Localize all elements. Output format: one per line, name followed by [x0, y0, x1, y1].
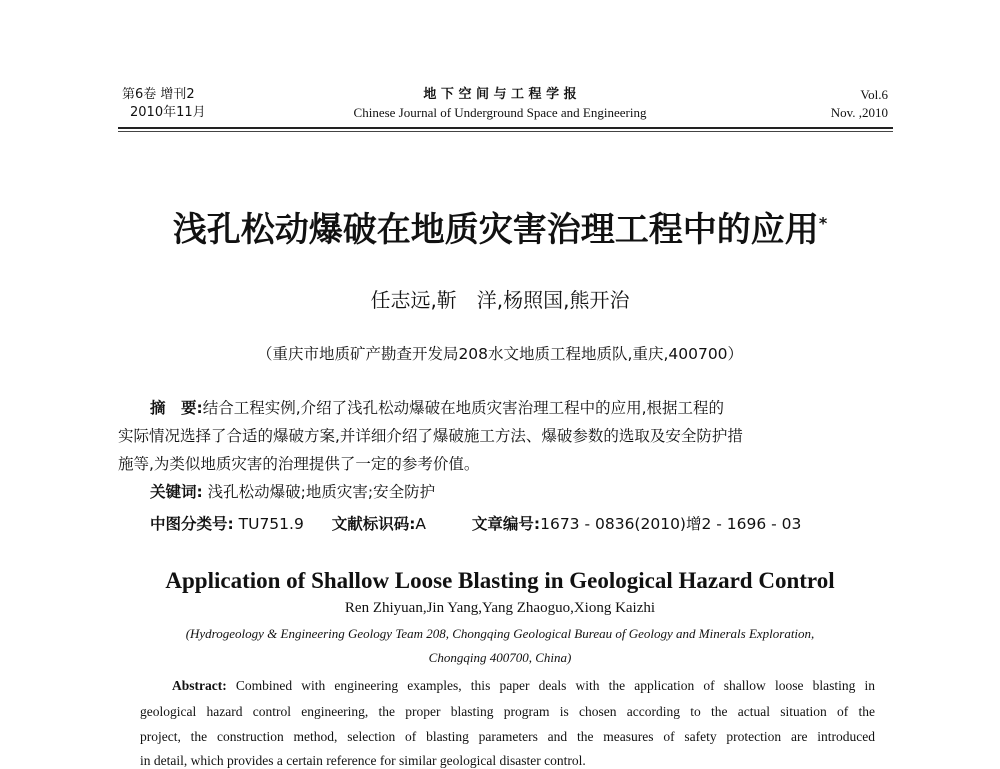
affiliation-cn: （重庆市地质矿产勘查开发局208水文地质工程地质队,重庆,400700） [256, 345, 744, 363]
journal-name-cn: 地 下 空 间 与 工 程 学 报 [423, 87, 577, 102]
abstract-en-text: Combined with engineering examples, this paper deals with the application of shallow loose blasting in [226, 678, 875, 693]
header-right [831, 86, 888, 122]
authors-en: Ren Zhiyuan,Jin Yang,Yang Zhaoguo,Xiong Kaizhi [344, 600, 656, 616]
affiliation-en-line-1: (Hydrogeology & Engineering Geology Team 208, Chongqing Geological Bureau of Geology and Minerals Exploration, [185, 626, 815, 641]
clc-value: TU751.9 [233, 515, 304, 533]
abstract-cn-line-3: 施等,为类似地质灾害的治理提供了一定的参考价值。 [118, 455, 480, 473]
abstract-cn-line-1 [150, 396, 910, 418]
keywords-text: 浅孔松动爆破;地质灾害;安全防护 [202, 483, 436, 501]
paper-title-en: Application of Shallow Loose Blasting in Geological Hazard Control [165, 568, 835, 593]
abstract-en-line-1 [172, 678, 875, 694]
abstract-cn-label: 摘 要: [150, 399, 203, 417]
article-id-value: 1673 - 0836(2010)增2 - 1696 - 03 [540, 515, 802, 533]
clc-label: 中图分类号: [150, 515, 234, 533]
journal-name-en: Chinese Journal of Underground Space and Engineering [353, 105, 647, 120]
date-cn: 2010年11月 [130, 105, 206, 120]
authors-cn: 任志远,靳 洋,杨照国,熊开治 [370, 288, 630, 312]
affiliation-en-line-2: Chongqing 400700, China) [428, 650, 572, 665]
abstract-en-line-4: in detail, which provides a certain reference for similar geological disaster control. [140, 753, 586, 768]
header-rule [118, 127, 893, 129]
abstract-en-line-2: geological hazard control engineering, the proper blasting program is chosen according to the actual situation of the [140, 704, 875, 719]
abstract-en-label: Abstract: [172, 678, 227, 693]
keywords-cn [150, 480, 910, 502]
classification-line [150, 512, 910, 534]
volume-en: Vol.6 [860, 87, 888, 102]
abstract-cn-text: 结合工程实例,介绍了浅孔松动爆破在地质灾害治理工程中的应用,根据工程的 [202, 399, 725, 417]
keywords-label: 关键词: [150, 483, 203, 501]
date-en: Nov. ,2010 [830, 105, 888, 120]
abstract-en-line-3: project, the construction method, selection of blasting parameters and the measures of safety protection are introduced [140, 729, 875, 744]
header-rule-thin [118, 131, 893, 132]
abstract-cn-line-2: 实际情况选择了合适的爆破方案,并详细介绍了爆破施工方法、爆破参数的选取及安全防护措 [118, 427, 743, 445]
doc-code-value: A [415, 515, 427, 533]
article-id-label: 文章编号: [471, 515, 541, 533]
title-footnote-mark: * [818, 213, 828, 233]
paper-title-cn [0, 202, 1000, 251]
title-text: 浅孔松动爆破在地质灾害治理工程中的应用 [172, 210, 819, 250]
volume-issue: 第6卷 增刊2 [122, 87, 195, 102]
doc-code-label: 文献标识码: [331, 515, 416, 533]
